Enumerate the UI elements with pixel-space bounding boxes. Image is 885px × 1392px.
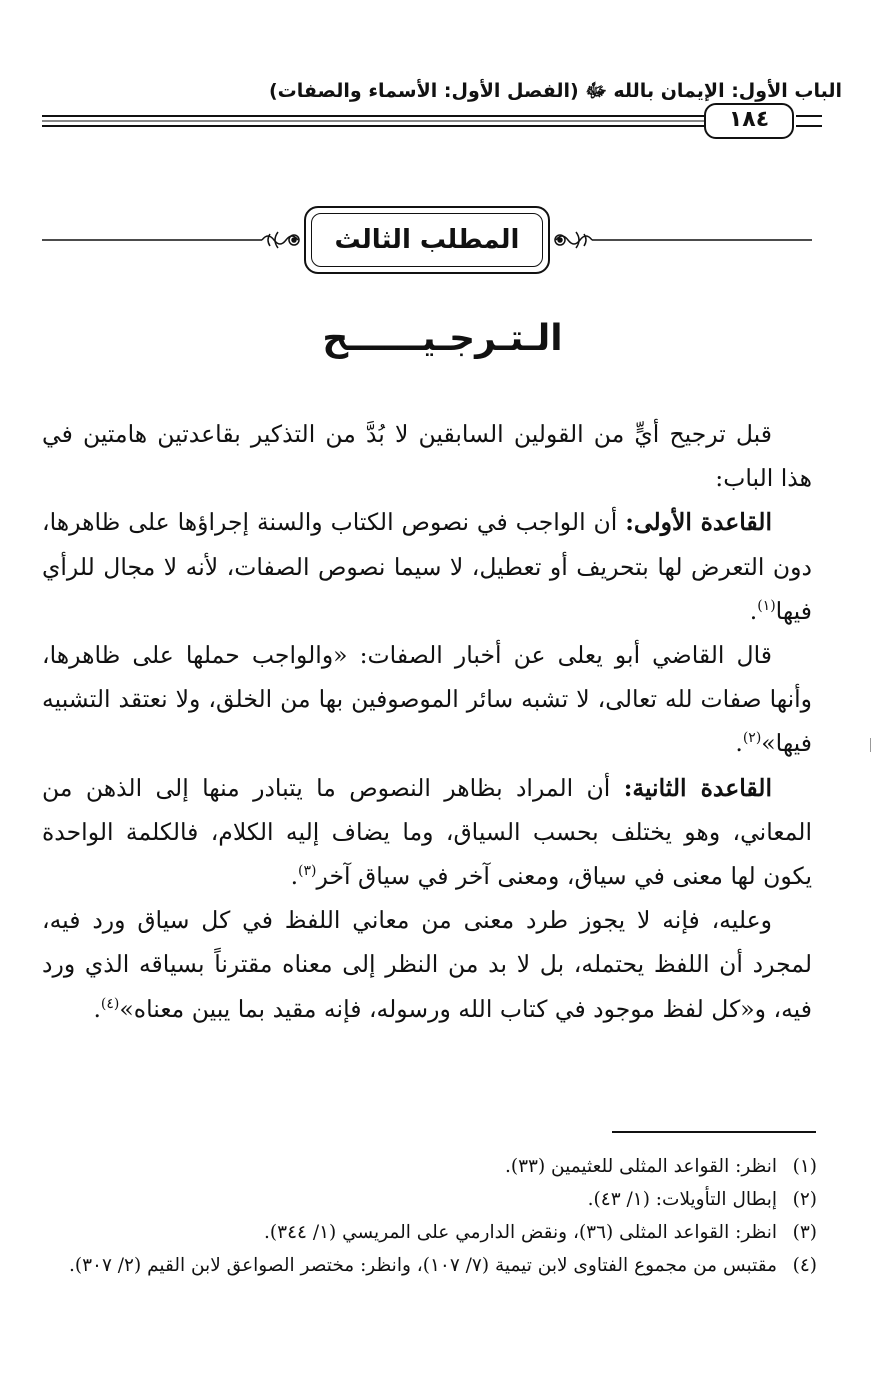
footnote-separator xyxy=(612,1131,816,1133)
page-number: ١٨٤ xyxy=(704,103,794,139)
margin-mark xyxy=(870,738,871,752)
right-flourish-icon xyxy=(555,232,592,248)
footnote-item xyxy=(42,1216,817,1249)
footnote-number: (٣) xyxy=(792,1222,817,1243)
rule-one-heading: القاعدة الأولى: xyxy=(625,508,772,537)
footnote-text: إبطال التأويلات: (١/ ٤٣). xyxy=(587,1189,777,1210)
paragraph-conclusion: وعليه، فإنه لا يجوز طرد معنى من معاني اللفظ في كل سياق ورد فيه، لمجرد أن اللفظ يحتمله، بل لا بد من النظر إلى معناه مقترناً بسياقه الذي ورد فيه، و«كل لفظ موجود في كتاب الله ورسوله، فإنه مقيد بما يبين معناه»$^{(٤)}$. xyxy=(42,906,812,1023)
footnote-text: مقتبس من مجموع الفتاوى لابن تيمية (٧/ ١٠٧)، وانظر: مختصر الصواعق لابن القيم (٢/ ٣٠٧). xyxy=(68,1255,777,1276)
rule-two-heading: القاعدة الثانية: xyxy=(623,773,772,802)
paragraph-quote: قال القاضي أبو يعلى عن أخبار الصفات: «والواجب حملها على ظاهرها، وأنها صفات لله تعالى، لا تشبه سائر الموصوفين بها من الخلق، ولا نعتقد التشبيه فيها»$^{(٢)}$. xyxy=(42,641,812,758)
footnote-text: انظر: القواعد المثلى للعثيمين (٣٣). xyxy=(504,1156,777,1177)
paragraph-intro: قبل ترجيح أيٍّ من القولين السابقين لا بُدَّ من التذكير بقاعدتين هامتين في هذا الباب: xyxy=(42,420,812,493)
chapter-title: الـتـرجـيــــــح xyxy=(322,318,563,359)
left-flourish-icon xyxy=(262,232,299,248)
footnote-text: انظر: القواعد المثلى (٣٦)، ونقض الدارمي على المريسي (١/ ٣٤٤). xyxy=(264,1222,777,1243)
footnote-item xyxy=(42,1150,817,1183)
footnote-ref-1[interactable]: (١) xyxy=(757,597,776,614)
body-text xyxy=(42,412,812,1031)
paragraph-rule-two: القاعدة الثانية: أن المراد بظاهر النصوص ما يتبادر منها إلى الذهن من المعاني، وهو يختلف بحسب السياق، وما يضاف إليه الكلام، فالكلمة الواحدة يكون لها معنى في سياق، ومعنى آخر في سياق آخر$^{(٣)}$. xyxy=(42,773,812,891)
footnote-ref-2[interactable]: (٢) xyxy=(742,730,762,747)
footnote-number: (١) xyxy=(792,1156,817,1177)
footnote-item xyxy=(42,1183,817,1216)
footnote-ref-3[interactable]: (٣) xyxy=(298,863,317,880)
footnotes xyxy=(42,1150,817,1282)
paragraph-rule-one: القاعدة الأولى: أن الواجب في نصوص الكتاب والسنة إجراؤها على ظاهرها، دون التعرض لها بتحريف أو تعطيل، لا سيما نصوص الصفات، لأنه لا مجال للرأي فيها$^{(١)}$. xyxy=(42,508,812,625)
footnote-number: (٢) xyxy=(792,1189,817,1210)
running-head: الباب الأول: الإيمان بالله ﷻ (الفصل الأول: الأسماء والصفات) xyxy=(268,80,842,102)
footnote-number: (٤) xyxy=(792,1255,817,1276)
footnote-item xyxy=(42,1249,817,1282)
footnote-ref-4[interactable]: (٤) xyxy=(100,995,120,1012)
section-label: المطلب الثالث xyxy=(334,225,520,255)
